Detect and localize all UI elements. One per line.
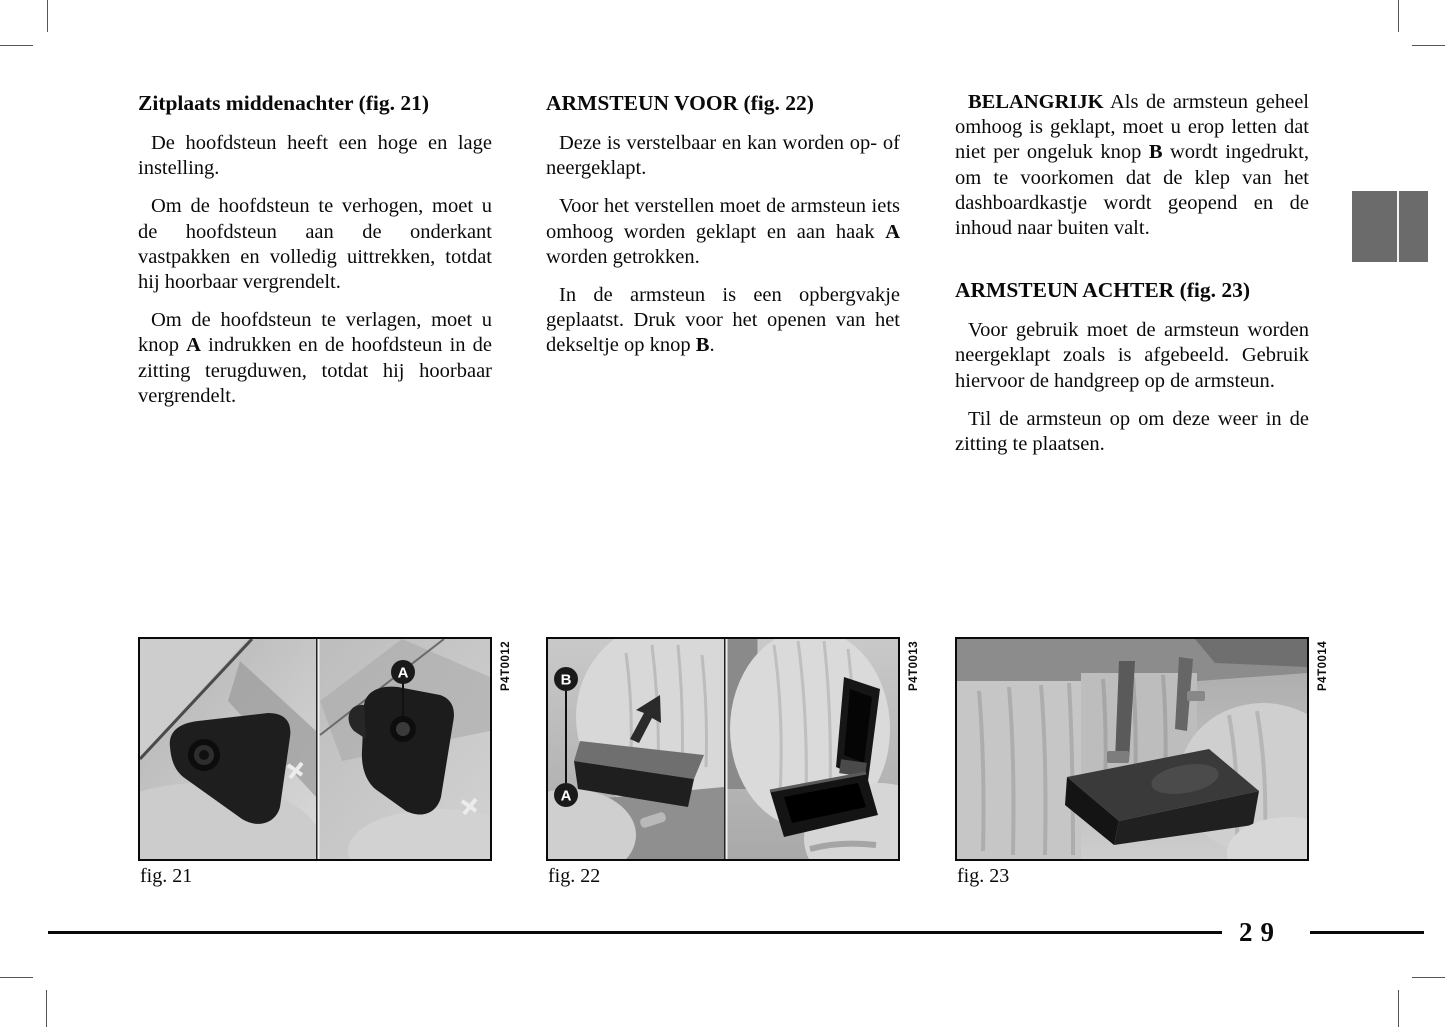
headrest-photo-illustration [140,639,490,859]
paragraph: Voor gebruik moet de armsteun worden neergeklapt zoals is afgebeeld. Gebruik hiervoor de handgreep op de armsteun. [955,319,1309,392]
crop-mark-bottom-right-horizontal [1412,977,1445,978]
crop-mark-top-right-horizontal [1412,45,1445,46]
paragraph: Om de hoofdsteun te verlagen, moet u knop A indrukken en de hoofdsteun in de zitting terugduwen, totdat hij hoorbaar vergrendelt. [138,309,492,407]
column-zitplaats-middenachter [138,90,492,422]
heading-zitplaats-middenachter: Zitplaats middenachter (fig. 21) [138,91,430,115]
column-armsteun-achter [955,90,1309,470]
page-number: 29 [1239,917,1282,947]
paragraph: Til de armsteun op om deze weer in de zitting te plaatsen. [955,407,1309,456]
crop-mark-top-left-vertical [47,0,48,32]
figure-21 [138,637,512,887]
paragraph: Om de hoofdsteun te verhogen, moet u de hoofdsteun aan de onderkant vastpakken en volledig uittrekken, totdat hij hoorbaar vergrendelt. [138,195,492,294]
callout-b-letter: B [560,671,572,689]
footer-rule-left [48,931,1222,934]
figure-23-photo [955,637,1309,861]
callout-a-letter: A [397,664,409,682]
column-armsteun-voor [546,90,900,372]
figure-23-caption: fig. 23 [957,865,1010,887]
callout-a-badge [554,783,578,807]
photo-code-p4t0014: P4T0014 [1317,640,1329,691]
paragraph-belangrijk: BELANGRIJK Als de armsteun geheel omhoog is geklapt, moet u erop letten dat niet per ongeluk knop B wordt ingedrukt, om te voorkomen dat de klep van het dashboardkastje wordt geopend en de inhoud naar buiten valt. [955,91,1309,240]
paragraph: Voor het verstellen moet de armsteun iets omhoog worden geklapt en aan haak A worden getrokken. [546,195,900,268]
front-armrest-photo-illustration [548,639,898,859]
figure-22-photo [546,637,900,861]
paragraph: De hoofdsteun heeft een hoge en lage instelling. [138,132,492,180]
figure-21-caption: fig. 21 [140,865,193,887]
paragraph: Deze is verstelbaar en kan worden op- of neergeklapt. [546,132,900,180]
figure-22-caption: fig. 22 [548,865,601,887]
rear-armrest-photo-illustration [957,639,1307,859]
heading-armsteun-achter: ARMSTEUN ACHTER (fig. 23) [955,278,1251,303]
figure-21-photo [138,637,492,861]
crop-mark-bottom-left-horizontal [0,977,33,978]
callout-b-badge [554,667,578,691]
crop-mark-top-left-horizontal [0,45,33,46]
photo-code-p4t0012: P4T0012 [500,640,512,691]
footer-rule-right [1310,931,1424,934]
callout-a-letter: A [560,787,572,805]
crop-mark-top-right-vertical [1398,0,1399,32]
chapter-edge-tab [1352,191,1428,262]
paragraph: In de armsteun is een opbergvakje geplaatst. Druk voor het openen van het dekseltje op knop B. [546,284,900,357]
photo-code-p4t0013: P4T0013 [908,640,920,691]
figure-22 [546,637,920,887]
crop-mark-bottom-left-vertical [46,990,47,1027]
crop-mark-bottom-right-vertical [1398,990,1399,1027]
figure-23 [955,637,1329,887]
heading-armsteun-voor: ARMSTEUN VOOR (fig. 22) [546,91,814,115]
